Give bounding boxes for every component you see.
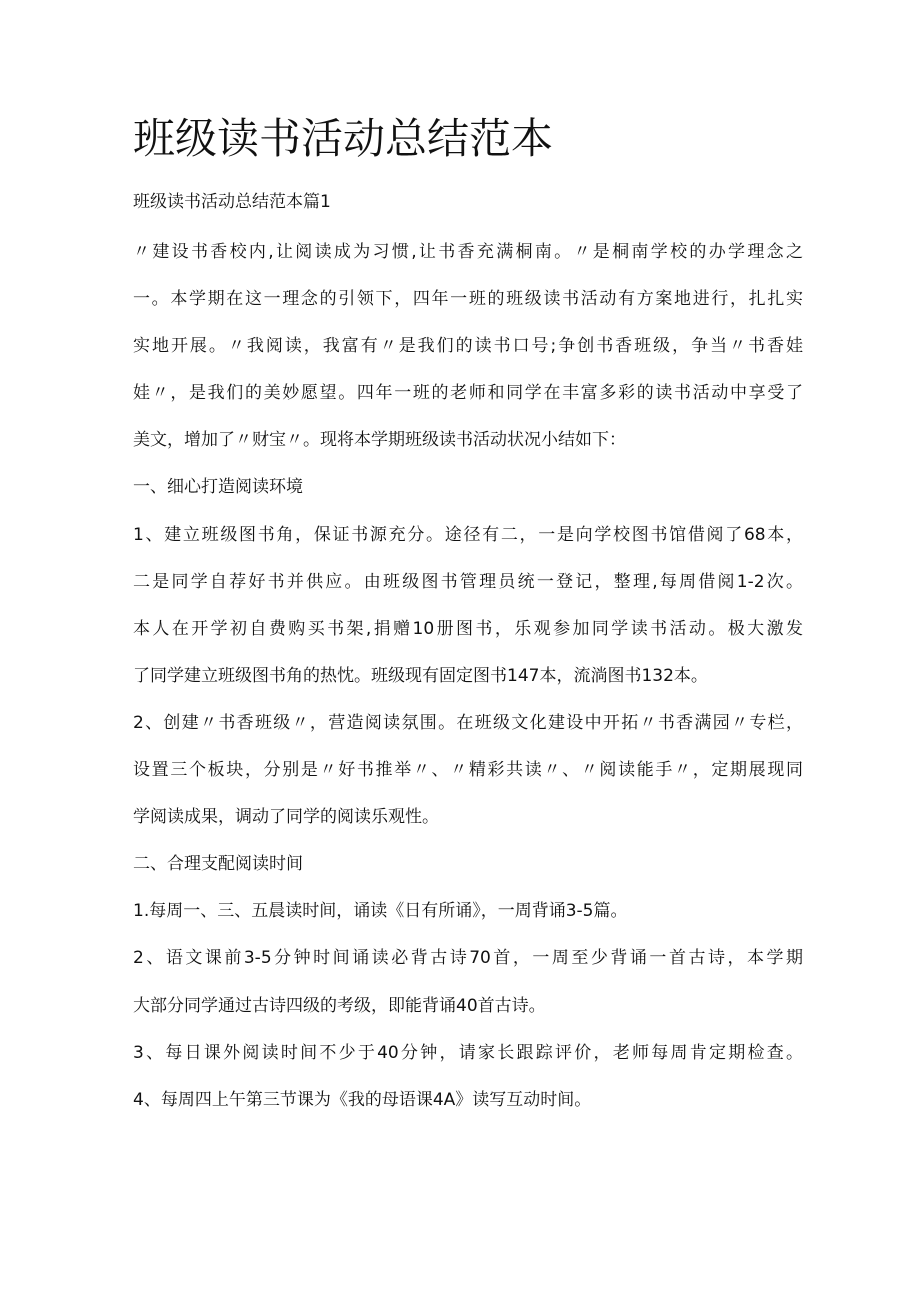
text-line: 了同学建立班级图书角的热忱。班级现有固定图书147本，流淌图书132本。 [133, 665, 708, 686]
text-line: 设置三个板块，分别是〃好书推举〃、〃精彩共读〃、〃阅读能手〃，定期展现同 [133, 760, 803, 781]
text-line: 一、细心打造阅读环境 [133, 477, 303, 498]
text-line: 3、每日课外阅读时间不少于40分钟，请家长跟踪评价，老师每周肯定期检查。 [133, 1042, 803, 1063]
document-subtitle: 班级读书活动总结范本篇1 [133, 192, 331, 212]
text-line: 二、合理支配阅读时间 [133, 854, 303, 875]
text-line: 学阅读成果，调动了同学的阅读乐观性。 [133, 807, 439, 828]
text-line: 2、语文课前3-5分钟时间诵读必背古诗70首，一周至少背诵一首古诗，本学期 [133, 948, 803, 969]
text-line: 1.每周一、三、五晨读时间，诵读《日有所诵》，一周背诵3-5篇。 [133, 901, 628, 922]
text-line: 娃〃，是我们的美妙愿望。四年一班的老师和同学在丰富多彩的读书活动中享受了 [133, 383, 803, 404]
text-line: 2、创建〃书香班级〃，营造阅读氛围。在班级文化建设中开拓〃书香满园〃专栏， [133, 712, 803, 733]
document-title: 班级读书活动总结范本 [133, 114, 554, 163]
text-line: 本人在开学初自费购买书架,捐赠10册图书，乐观参加同学读书活动。极大激发 [133, 618, 803, 639]
text-line: 1、建立班级图书角，保证书源充分。途径有二，一是向学校图书馆借阅了68本， [133, 524, 803, 545]
text-line: 4、每周四上午第三节课为《我的母语课4A》读写互动时间。 [133, 1089, 592, 1110]
text-line: 一。本学期在这一理念的引领下，四年一班的班级读书活动有方案地进行，扎扎实 [133, 289, 803, 310]
document-body [133, 236, 803, 1131]
text-line: 〃建设书香校内,让阅读成为习惯,让书香充满桐南。〃是桐南学校的办学理念之 [133, 242, 803, 262]
text-line: 二是同学自荐好书并供应。由班级图书管理员统一登记，整理,每周借阅1-2次。 [133, 571, 803, 592]
text-line: 大部分同学通过古诗四级的考级，即能背诵40首古诗。 [133, 995, 546, 1016]
text-line: 实地开展。〃我阅读，我富有〃是我们的读书口号;争创书香班级，争当〃书香娃 [133, 336, 803, 357]
text-line: 美文，增加了〃财宝〃。现将本学期班级读书活动状况小结如下： [133, 430, 626, 451]
